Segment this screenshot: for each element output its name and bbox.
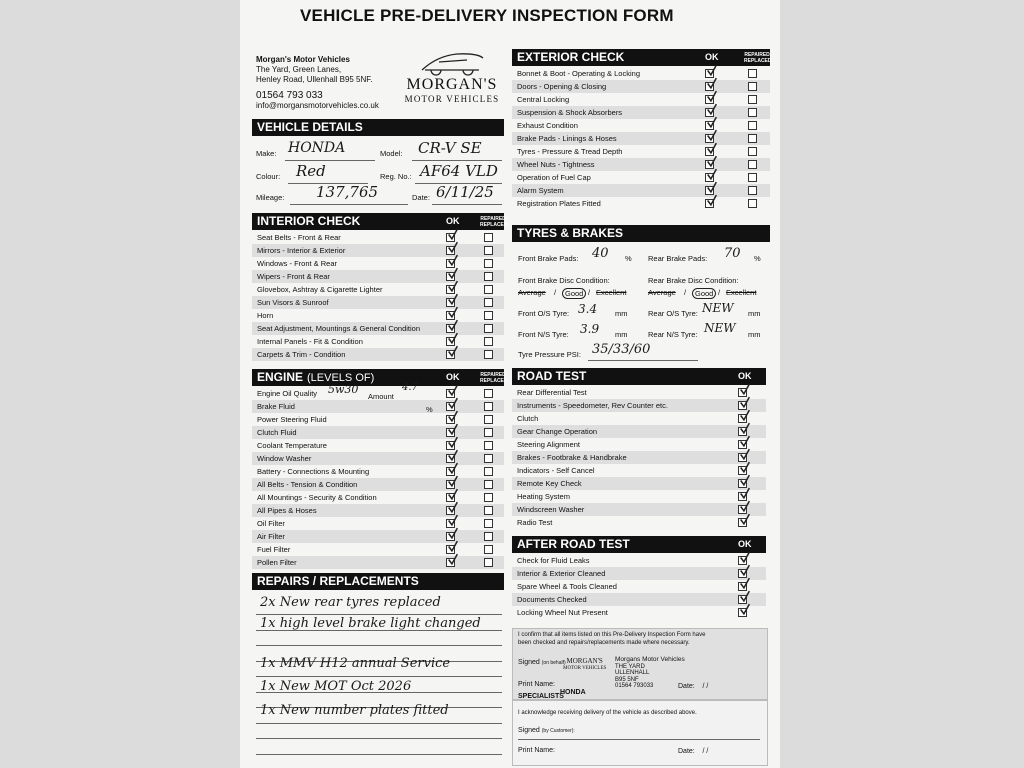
exterior-repaired-checkbox bbox=[748, 173, 757, 182]
check-mark-icon bbox=[447, 345, 459, 358]
engine-row: Oil Filter bbox=[257, 519, 285, 528]
road-test-row: Heating System bbox=[517, 492, 570, 501]
exterior-repaired-checkbox bbox=[748, 108, 757, 117]
reg-label: Reg. No.: bbox=[380, 172, 412, 181]
exterior-replaced-text: REPLACED bbox=[744, 58, 772, 64]
company-info bbox=[256, 55, 379, 111]
rear-os-value: NEW bbox=[702, 301, 734, 315]
check-mark-icon bbox=[739, 409, 751, 422]
road-test-row: Indicators - Self Cancel bbox=[517, 466, 595, 475]
interior-row: Wipers - Front & Rear bbox=[252, 270, 504, 283]
check-mark-icon bbox=[739, 487, 751, 500]
make-label: Make: bbox=[256, 149, 277, 158]
road-test-row: Instruments - Speedometer, Rev Counter etc. bbox=[512, 399, 766, 412]
interior-repaired-checkbox bbox=[484, 337, 493, 346]
front-pads-value: 40 bbox=[592, 246, 609, 261]
stamp-logo: MORGAN'S MOTOR VEHICLES bbox=[563, 657, 607, 671]
check-mark-icon bbox=[447, 527, 459, 540]
rear-os-label: Rear O/S Tyre: bbox=[648, 309, 698, 318]
rear-pads-label: Rear Brake Pads: bbox=[648, 254, 708, 263]
engine-ok-label: OK bbox=[446, 372, 460, 382]
check-mark-icon bbox=[447, 410, 459, 423]
rear-ns-value: NEW bbox=[704, 321, 736, 335]
check-mark-icon bbox=[706, 142, 718, 155]
interior-row: Glovebox, Ashtray & Cigarette Lighter bbox=[257, 285, 383, 294]
repair-entry: 1x New MOT Oct 2026 bbox=[260, 679, 412, 694]
front-disc-good: Good bbox=[562, 288, 586, 299]
engine-row: Fuel Filter bbox=[257, 545, 291, 554]
engine-repaired-checkbox bbox=[484, 493, 493, 502]
interior-row: Carpets & Trim - Condition bbox=[252, 348, 504, 361]
exterior-row: Doors - Opening & Closing bbox=[512, 80, 770, 93]
tyre-pressure-value: 35/33/60 bbox=[592, 342, 651, 357]
engine-repaired-checkbox bbox=[484, 428, 493, 437]
exterior-repaired-checkbox bbox=[748, 199, 757, 208]
interior-replaced-text: REPLACED bbox=[480, 222, 508, 228]
check-mark-icon bbox=[739, 422, 751, 435]
exterior-repaired-checkbox bbox=[748, 95, 757, 104]
check-mark-icon bbox=[447, 397, 459, 410]
road-test-row: Radio Test bbox=[517, 518, 553, 527]
check-mark-icon bbox=[739, 513, 751, 526]
engine-row: Battery - Connections & Mounting bbox=[257, 467, 370, 476]
engine-repaired-checkbox bbox=[484, 558, 493, 567]
road-test-row: Rear Differential Test bbox=[517, 388, 587, 397]
date-underline bbox=[432, 204, 502, 205]
interior-repaired-checkbox bbox=[484, 259, 493, 268]
stamp-specialists: SPECIALISTS bbox=[518, 693, 564, 700]
check-mark-icon bbox=[739, 474, 751, 487]
check-mark-icon bbox=[706, 155, 718, 168]
front-pads-label: Front Brake Pads: bbox=[518, 254, 579, 263]
model-underline bbox=[412, 160, 502, 161]
engine-repaired-checkbox bbox=[484, 454, 493, 463]
check-mark-icon bbox=[739, 551, 751, 564]
company-email: info@morgansmotorvehicles.co.uk bbox=[256, 101, 379, 110]
after-road-test-row: Interior & Exterior Cleaned bbox=[512, 567, 766, 580]
interior-repaired-checkbox bbox=[484, 324, 493, 333]
exterior-row: Tyres - Pressure & Tread Depth bbox=[517, 147, 623, 156]
print-name-label: Print Name: bbox=[518, 681, 555, 688]
engine-replaced-text: REPLACED bbox=[480, 378, 508, 384]
exterior-repaired-checkbox bbox=[748, 147, 757, 156]
exterior-row: Alarm System bbox=[512, 184, 770, 197]
exterior-row: Central Locking bbox=[517, 95, 570, 104]
road-test-header bbox=[512, 368, 766, 385]
interior-row: Horn bbox=[257, 311, 274, 320]
rear-pads-percent: % bbox=[754, 254, 761, 263]
engine-row: All Pipes & Hoses bbox=[252, 504, 504, 517]
check-mark-icon bbox=[447, 540, 459, 553]
company-phone: 01564 793 033 bbox=[256, 90, 323, 101]
check-mark-icon bbox=[739, 577, 751, 590]
exterior-repaired-label bbox=[744, 52, 772, 64]
rear-pads-value: 70 bbox=[724, 246, 741, 261]
exterior-row: Exhaust Condition bbox=[517, 121, 578, 130]
check-mark-icon bbox=[447, 384, 459, 397]
front-ns-mm: mm bbox=[615, 330, 628, 339]
engine-row: All Belts - Tension & Condition bbox=[252, 478, 504, 491]
confirm-text-1: I confirm that all items listed on this Pre-Delivery Inspection Form have bbox=[518, 632, 706, 638]
engine-row: Coolant Temperature bbox=[257, 441, 327, 450]
tyre-pressure-label: Tyre Pressure PSI: bbox=[518, 350, 581, 359]
exterior-row: Registration Plates Fitted bbox=[517, 199, 601, 208]
engine-header-sub: (LEVELS OF) bbox=[307, 372, 375, 384]
interior-repaired-checkbox bbox=[484, 350, 493, 359]
interior-repaired-checkbox bbox=[484, 311, 493, 320]
front-disc-slash-1: / bbox=[554, 288, 557, 297]
engine-repaired-text: REPAIRED/ bbox=[480, 372, 508, 378]
exterior-header bbox=[512, 49, 770, 66]
engine-repaired-checkbox bbox=[484, 402, 493, 411]
after-road-test-header-title: AFTER ROAD TEST bbox=[517, 537, 630, 551]
rear-disc-slash-2: / bbox=[718, 288, 721, 297]
repair-entry: 1x MMV H12 annual Service bbox=[260, 656, 451, 671]
check-mark-icon bbox=[447, 553, 459, 566]
repairs-header: REPAIRS / REPLACEMENTS bbox=[252, 573, 504, 590]
engine-repaired-checkbox bbox=[484, 389, 493, 398]
mileage-value: 137,765 bbox=[316, 183, 379, 201]
check-mark-icon bbox=[739, 590, 751, 603]
brake-fluid-percent: % bbox=[426, 405, 433, 414]
engine-header-title: ENGINE bbox=[257, 370, 304, 384]
check-mark-icon bbox=[706, 181, 718, 194]
engine-repaired-checkbox bbox=[484, 480, 493, 489]
engine-repaired-checkbox bbox=[484, 415, 493, 424]
after-road-test-header bbox=[512, 536, 766, 553]
colour-label: Colour: bbox=[256, 172, 281, 181]
vehicle-details-header: VEHICLE DETAILS bbox=[252, 119, 504, 136]
logo-line-2: MOTOR VEHICLES bbox=[404, 94, 500, 104]
check-mark-icon bbox=[739, 461, 751, 474]
check-mark-icon bbox=[447, 449, 459, 462]
check-mark-icon bbox=[706, 129, 718, 142]
check-mark-icon bbox=[739, 383, 751, 396]
make-value: HONDA bbox=[288, 140, 346, 156]
rear-disc-slash-1: / bbox=[684, 288, 687, 297]
check-mark-icon bbox=[447, 475, 459, 488]
company-logo bbox=[402, 48, 502, 104]
engine-repaired-checkbox bbox=[484, 467, 493, 476]
interior-repaired-checkbox bbox=[484, 233, 493, 242]
check-mark-icon bbox=[447, 280, 459, 293]
exterior-row: Brake Pads - Linings & Hoses bbox=[512, 132, 770, 145]
check-mark-icon bbox=[447, 332, 459, 345]
exterior-repaired-text: REPAIRED/ bbox=[744, 52, 772, 58]
interior-repaired-text: REPAIRED/ bbox=[480, 216, 508, 222]
tyres-header: TYRES & BRAKES bbox=[512, 225, 770, 242]
engine-repaired-checkbox bbox=[484, 545, 493, 554]
front-ns-value: 3.9 bbox=[580, 322, 600, 336]
interior-row: Mirrors - Interior & Exterior bbox=[252, 244, 504, 257]
exterior-repaired-checkbox bbox=[748, 160, 757, 169]
confirmation-box bbox=[512, 628, 768, 700]
check-mark-icon bbox=[447, 228, 459, 241]
check-mark-icon bbox=[739, 564, 751, 577]
front-disc-average: Average bbox=[518, 288, 546, 297]
engine-row: Air Filter bbox=[252, 530, 504, 543]
check-mark-icon bbox=[739, 396, 751, 409]
check-mark-icon bbox=[706, 168, 718, 181]
check-mark-icon bbox=[739, 603, 751, 616]
check-mark-icon bbox=[739, 500, 751, 513]
check-mark-icon bbox=[447, 462, 459, 475]
rear-os-mm: mm bbox=[748, 309, 761, 318]
engine-row: Pollen Filter bbox=[252, 556, 504, 569]
exterior-row: Bonnet & Boot - Operating & Locking bbox=[517, 69, 640, 78]
rear-ns-mm: mm bbox=[748, 330, 761, 339]
company-address-2: Henley Road, Ullenhall B95 5NF. bbox=[256, 75, 373, 84]
front-os-value: 3.4 bbox=[578, 302, 598, 316]
front-disc-label: Front Brake Disc Condition: bbox=[518, 276, 610, 285]
check-mark-icon bbox=[447, 514, 459, 527]
road-test-row: Clutch bbox=[517, 414, 539, 423]
check-mark-icon bbox=[706, 64, 718, 77]
engine-repaired-checkbox bbox=[484, 519, 493, 528]
exterior-row: Wheel Nuts - Tightness bbox=[512, 158, 770, 171]
rear-disc-good: Good bbox=[692, 288, 716, 299]
engine-row: Clutch Fluid bbox=[252, 426, 504, 439]
after-road-test-row: Check for Fluid Leaks bbox=[517, 556, 590, 565]
road-test-ok-label: OK bbox=[738, 371, 752, 381]
rear-disc-excellent: Excellent bbox=[726, 288, 757, 297]
interior-repaired-checkbox bbox=[484, 285, 493, 294]
after-road-test-row: Spare Wheel & Tools Cleaned bbox=[517, 582, 617, 591]
interior-repaired-checkbox bbox=[484, 298, 493, 307]
front-os-mm: mm bbox=[615, 309, 628, 318]
interior-header bbox=[252, 213, 508, 230]
model-label: Model: bbox=[380, 149, 403, 158]
check-mark-icon bbox=[447, 501, 459, 514]
after-road-test-row: Documents Checked bbox=[512, 593, 766, 606]
interior-row: Sun Visors & Sunroof bbox=[252, 296, 504, 309]
form-title: VEHICLE PRE-DELIVERY INSPECTION FORM bbox=[300, 6, 674, 25]
repair-entry: 2x New rear tyres replaced bbox=[260, 595, 441, 610]
road-test-row: Brakes - Footbrake & Handbrake bbox=[512, 451, 766, 464]
car-logo-icon bbox=[417, 48, 487, 78]
check-mark-icon bbox=[706, 116, 718, 129]
exterior-ok-label: OK bbox=[705, 52, 719, 62]
signed-label: Signed (on behalf) bbox=[518, 659, 566, 666]
stamp-honda: HONDA bbox=[560, 689, 586, 696]
check-mark-icon bbox=[706, 77, 718, 90]
repairs-line bbox=[256, 723, 502, 724]
acknowledge-text: I acknowledge receiving delivery of the vehicle as described above. bbox=[518, 710, 697, 716]
interior-row: Seat Adjustment, Mountings & General Condition bbox=[252, 322, 504, 335]
engine-repaired-checkbox bbox=[484, 506, 493, 515]
interior-row: Windows - Front & Rear bbox=[257, 259, 338, 268]
model-value: CR-V SE bbox=[418, 139, 482, 157]
exterior-repaired-checkbox bbox=[748, 134, 757, 143]
tyre-pressure-underline bbox=[588, 360, 698, 361]
repairs-line bbox=[256, 754, 502, 755]
engine-header bbox=[252, 369, 508, 386]
oil-note: 5w30 bbox=[328, 383, 359, 396]
check-mark-icon bbox=[447, 267, 459, 280]
interior-row: Internal Panels - Fit & Condition bbox=[257, 337, 363, 346]
road-test-row: Gear Change Operation bbox=[512, 425, 766, 438]
road-test-row: Windscreen Washer bbox=[512, 503, 766, 516]
check-mark-icon bbox=[706, 90, 718, 103]
check-mark-icon bbox=[739, 448, 751, 461]
amount-label: Amount bbox=[368, 392, 394, 401]
interior-repaired-checkbox bbox=[484, 246, 493, 255]
check-mark-icon bbox=[447, 423, 459, 436]
rear-disc-average: Average bbox=[648, 288, 676, 297]
check-mark-icon bbox=[447, 241, 459, 254]
road-test-row: Steering Alignment bbox=[517, 440, 580, 449]
front-disc-excellent: Excellent bbox=[596, 288, 627, 297]
check-mark-icon bbox=[447, 319, 459, 332]
front-ns-label: Front N/S Tyre: bbox=[518, 330, 569, 339]
front-os-label: Front O/S Tyre: bbox=[518, 309, 570, 318]
front-pads-percent: % bbox=[625, 254, 632, 263]
stamp-address: Morgans Motor Vehicles THE YARD ULLENHALL B95 5NF 01564 793033 bbox=[615, 656, 685, 689]
rear-ns-label: Rear N/S Tyre: bbox=[648, 330, 698, 339]
exterior-header-title: EXTERIOR CHECK bbox=[517, 50, 625, 64]
check-mark-icon bbox=[706, 194, 718, 207]
front-disc-slash-2: / bbox=[588, 288, 591, 297]
make-underline bbox=[285, 160, 375, 161]
customer-print-name: Print Name: bbox=[518, 747, 555, 754]
engine-row: Engine Oil Quality bbox=[257, 389, 318, 398]
company-address-1: The Yard, Green Lanes, bbox=[256, 65, 342, 74]
check-mark-icon bbox=[706, 103, 718, 116]
engine-row: Window Washer bbox=[252, 452, 504, 465]
interior-header-title: INTERIOR CHECK bbox=[257, 214, 361, 228]
check-mark-icon bbox=[447, 306, 459, 319]
check-mark-icon bbox=[739, 435, 751, 448]
engine-repaired-label bbox=[480, 372, 508, 384]
oil-amount: 4.7 bbox=[402, 382, 418, 393]
reg-value: AF64 VLD bbox=[420, 162, 498, 180]
exterior-row: Suspension & Shock Absorbers bbox=[512, 106, 770, 119]
engine-row: Power Steering Fluid bbox=[257, 415, 327, 424]
check-mark-icon bbox=[447, 254, 459, 267]
repairs-line bbox=[256, 738, 502, 739]
company-name: Morgan's Motor Vehicles bbox=[256, 55, 350, 64]
engine-repaired-checkbox bbox=[484, 441, 493, 450]
exterior-row: Operation of Fuel Cap bbox=[517, 173, 591, 182]
repairs-line bbox=[256, 676, 502, 677]
interior-ok-label: OK bbox=[446, 216, 460, 226]
date-label: Date: / / bbox=[678, 683, 709, 690]
road-test-header-title: ROAD TEST bbox=[517, 369, 587, 383]
check-mark-icon bbox=[447, 436, 459, 449]
rear-disc-label: Rear Brake Disc Condition: bbox=[648, 276, 739, 285]
interior-row: Seat Belts - Front & Rear bbox=[257, 233, 341, 242]
customer-date: Date: / / bbox=[678, 748, 709, 755]
mileage-label: Mileage: bbox=[256, 193, 285, 202]
repairs-line bbox=[256, 645, 502, 646]
date-label: Date: bbox=[412, 193, 430, 202]
colour-value: Red bbox=[296, 162, 326, 180]
engine-row: All Mountings - Security & Condition bbox=[257, 493, 377, 502]
interior-repaired-label bbox=[480, 216, 508, 228]
exterior-repaired-checkbox bbox=[748, 69, 757, 78]
engine-repaired-checkbox bbox=[484, 532, 493, 541]
exterior-repaired-checkbox bbox=[748, 82, 757, 91]
date-value: 6/11/25 bbox=[436, 183, 494, 201]
customer-signed-label: Signed (by Customer): bbox=[518, 727, 575, 734]
repair-entry: 1x New number plates fitted bbox=[260, 703, 449, 718]
exterior-repaired-checkbox bbox=[748, 121, 757, 130]
check-mark-icon bbox=[447, 293, 459, 306]
acknowledge-box bbox=[512, 693, 768, 766]
mileage-underline bbox=[290, 204, 408, 205]
interior-repaired-checkbox bbox=[484, 272, 493, 281]
inspection-form bbox=[240, 0, 780, 768]
exterior-repaired-checkbox bbox=[748, 186, 757, 195]
after-road-test-ok-label: OK bbox=[738, 539, 752, 549]
logo-line-1: MORGAN'S bbox=[406, 76, 498, 93]
repair-entry: 1x high level brake light changed bbox=[260, 616, 481, 631]
road-test-row: Remote Key Check bbox=[512, 477, 766, 490]
repairs-line bbox=[256, 614, 502, 615]
after-road-test-row: Locking Wheel Nut Present bbox=[517, 608, 608, 617]
engine-row: Brake Fluid bbox=[252, 400, 504, 413]
confirm-text-2: been checked and repairs/replacements made where necessary. bbox=[518, 640, 690, 646]
check-mark-icon bbox=[447, 488, 459, 501]
